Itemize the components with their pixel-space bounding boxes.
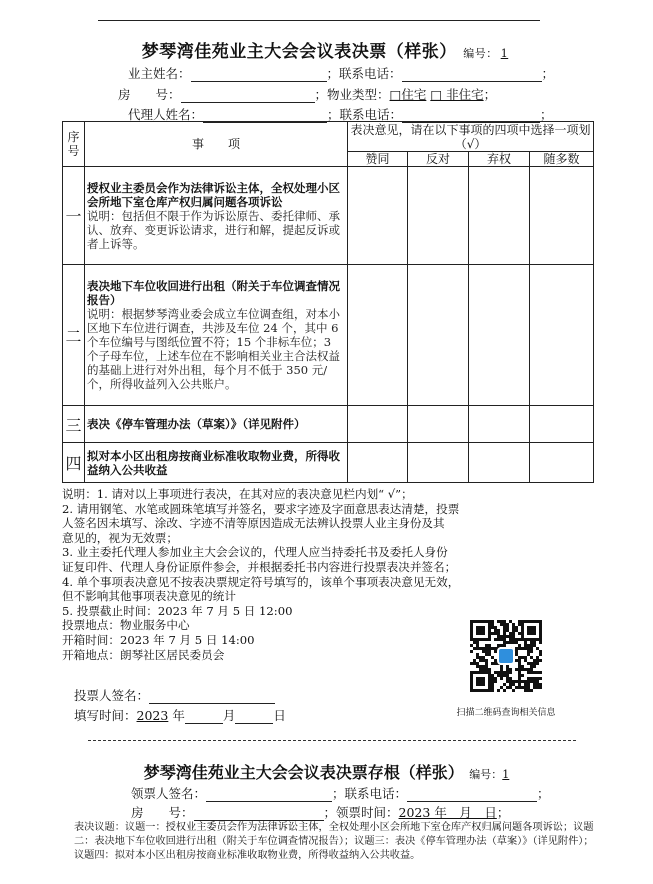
fill-day-field[interactable] xyxy=(235,709,273,724)
note-line: 但不影响其他事项表决意见的统计 xyxy=(62,589,236,604)
agent-name-label: 代理人姓名： xyxy=(128,107,204,122)
sep: ； xyxy=(537,786,550,801)
ballot-title-text: 梦琴湾佳苑业主大会会议表决票（样张） xyxy=(141,42,457,62)
stub-number-label: 编号： xyxy=(469,768,503,781)
stub-receiver-field[interactable] xyxy=(206,787,332,802)
stub-number-value: 1 xyxy=(502,768,510,781)
room-field[interactable] xyxy=(181,88,315,103)
vote-cell-abstain[interactable] xyxy=(469,406,530,443)
item-cell xyxy=(85,265,348,406)
cut-line xyxy=(88,740,576,741)
room-label: 房 号： xyxy=(118,87,181,102)
item-number: 三 xyxy=(63,406,85,443)
vote-cell-majority[interactable] xyxy=(530,265,594,406)
month-unit: 月 xyxy=(222,708,236,723)
day-unit: 日 xyxy=(273,708,286,723)
note-line: 开箱地点：朗琴社区居民委员会 xyxy=(62,647,225,662)
table-row xyxy=(63,406,594,443)
note-line: 人签名因未填写、涂改、字迹不清等原因造成无法辨认投票人业主身份及其 xyxy=(62,516,445,531)
opinion-header: 表决意见，请在以下事项的四项中选择一项划（√） xyxy=(348,122,594,152)
table-row xyxy=(63,265,594,406)
vote-cell-oppose[interactable] xyxy=(408,443,469,483)
item-title: 表决《停车管理办法（草案）》（详见附件） xyxy=(87,417,306,431)
number-label: 编号： xyxy=(463,47,498,60)
owner-name-field[interactable] xyxy=(191,67,327,82)
vote-cell-majority[interactable] xyxy=(530,443,594,483)
room-row xyxy=(118,85,496,103)
option-approve: 赞同 xyxy=(348,152,408,167)
col-header-item: 事 项 xyxy=(85,122,348,167)
item-cell xyxy=(85,406,348,443)
voter-signature-row xyxy=(74,686,275,704)
stub-title-text: 梦琴湾佳苑业主大会会议表决票存根（样张） xyxy=(143,763,464,782)
stub-title xyxy=(0,760,653,783)
note-line: 3. 业主委托代理人参加业主大会会议的，代理人应当持委托书及委托人身份 xyxy=(62,545,448,560)
item-title: 拟对本小区出租房按商业标准收取物业费，所得收益纳入公共收益 xyxy=(87,448,340,477)
sep: ； xyxy=(540,107,553,122)
voter-signature-field[interactable] xyxy=(149,689,275,704)
vote-cell-approve[interactable] xyxy=(348,443,408,483)
item-cell xyxy=(85,167,348,265)
fill-time-label: 填写时间： xyxy=(74,708,137,723)
note-line: 意见的，视为无效票； xyxy=(62,530,178,545)
item-number: 一 xyxy=(63,167,85,265)
item-title: 授权业主委员会作为法律诉讼主体，全权处理小区会所地下室仓库产权归属问题各项诉讼 xyxy=(87,180,340,209)
vote-cell-oppose[interactable] xyxy=(408,265,469,406)
option-follow-majority: 随多数 xyxy=(530,152,594,167)
stub-time-value[interactable]: 2023 年 月 日 xyxy=(398,805,497,820)
sep: ； xyxy=(496,805,510,820)
stub-number xyxy=(469,768,509,781)
ballot-title xyxy=(0,37,653,62)
vote-table xyxy=(62,121,594,483)
type-option-residential[interactable]: □住宅 xyxy=(389,87,427,102)
owner-name-label: 业主姓名： xyxy=(128,66,191,81)
vote-cell-approve[interactable] xyxy=(348,167,408,265)
stub-phone-label: ；联系电话： xyxy=(332,786,408,801)
vote-cell-oppose[interactable] xyxy=(408,406,469,443)
sep: ； xyxy=(483,87,497,102)
item-title: 表决地下车位收回进行出租（附关于车位调查情况报告） xyxy=(87,279,340,307)
vote-cell-abstain[interactable] xyxy=(469,443,530,483)
vote-cell-majority[interactable] xyxy=(530,406,594,443)
note-line: 4. 单个事项表决意见不按表决票规定符号填写的，该单个事项表决意见无效， xyxy=(62,574,460,589)
type-option-nonresidential[interactable]: □ 非住宅 xyxy=(430,87,484,102)
note-line: 5. 投票截止时间：2023 年 7 月 5 日 12:00 xyxy=(62,603,293,618)
note-line: 证复印件、代理人身份证原件参会，并根据委托书内容进行投票表决并签名； xyxy=(62,559,457,574)
stub-phone-field[interactable] xyxy=(407,787,537,802)
owner-name-row xyxy=(128,64,554,82)
note-line: 说明：1. 请对以上事项进行表决，在其对应的表决意见栏内划“ √”； xyxy=(62,487,413,501)
stub-topics-note: 表决议题：议题一：授权业主委员会作为法律诉讼主体，全权处理小区会所地下室仓库产权归属问题各项诉讼；议题二：表决地下车位收回进行出租（附关于车位调查情况报告）；议题三：表决《停车管理办法（草案）》（详见附件）；议题四：拟对本小区出租房按商业标准收取物业费，所得收益纳入公共收益。 xyxy=(74,822,594,861)
stub-room-row xyxy=(131,803,509,821)
stub-time-label: ；领票时间： xyxy=(323,805,399,820)
note-line: 2. 请用钢笔、水笔或圆珠笔填写并签名，要求字迹及字面意思表达清楚，投票 xyxy=(62,501,460,516)
qr-code-graphic xyxy=(470,620,542,692)
qr-caption: 扫描二维码查询相关信息 xyxy=(456,708,556,718)
option-oppose: 反对 xyxy=(408,152,469,167)
agent-phone-label: ；联系电话： xyxy=(327,107,403,122)
stub-receiver-label: 领票人签名： xyxy=(131,786,207,801)
vote-cell-abstain[interactable] xyxy=(469,265,530,406)
item-description: 说明：根据梦琴湾业委会成立车位调查组，对本小区地下车位进行调查，共涉及车位 24 个，其中 6 个车位编号与图纸位置不符；15 个非标车位；3 个子母车位，上述车位在不影响相关业主合法权益的基础上进行对外出租，每个月不低于 350 元/个，所得收益列入公共账户。 xyxy=(87,307,340,391)
sep: ； xyxy=(541,66,555,81)
option-abstain: 弃权 xyxy=(469,152,530,167)
property-type-label: ；物业类型： xyxy=(314,87,390,102)
note-line: 开箱时间：2023 年 7 月 5 日 14:00 xyxy=(62,632,255,647)
fill-year[interactable]: 2023 xyxy=(136,708,169,723)
stub-room-field[interactable] xyxy=(194,806,324,821)
owner-phone-field[interactable] xyxy=(402,67,542,82)
top-rule xyxy=(98,20,540,21)
table-row xyxy=(63,443,594,483)
item-description: 说明：包括但不限于作为诉讼原告、委托律师、承认、放弃、变更诉讼请求，进行和解，提起反诉或者上诉等。 xyxy=(87,208,340,251)
item-cell xyxy=(85,443,348,483)
stub-room-label: 房 号： xyxy=(131,805,194,820)
note-line: 投票地点：物业服务中心 xyxy=(62,618,190,633)
ballot-number xyxy=(463,47,511,60)
vote-cell-approve[interactable] xyxy=(348,265,408,406)
owner-phone-label: ；联系电话： xyxy=(326,66,402,81)
stub-receiver-row xyxy=(131,784,550,802)
qr-code-icon[interactable] xyxy=(470,620,542,692)
fill-time-row xyxy=(74,706,286,724)
voter-signature-label: 投票人签名： xyxy=(74,688,150,703)
vote-cell-oppose[interactable] xyxy=(408,167,469,265)
vote-cell-approve[interactable] xyxy=(348,406,408,443)
item-number: 二 xyxy=(63,265,85,406)
year-unit: 年 xyxy=(172,708,185,723)
vote-cell-majority[interactable] xyxy=(530,167,594,265)
col-header-number: 序号 xyxy=(63,122,85,167)
table-row xyxy=(63,167,594,265)
item-number: 四 xyxy=(63,443,85,483)
number-value: 1 xyxy=(500,47,509,60)
fill-month-field[interactable] xyxy=(185,709,223,724)
vote-cell-abstain[interactable] xyxy=(469,167,530,265)
